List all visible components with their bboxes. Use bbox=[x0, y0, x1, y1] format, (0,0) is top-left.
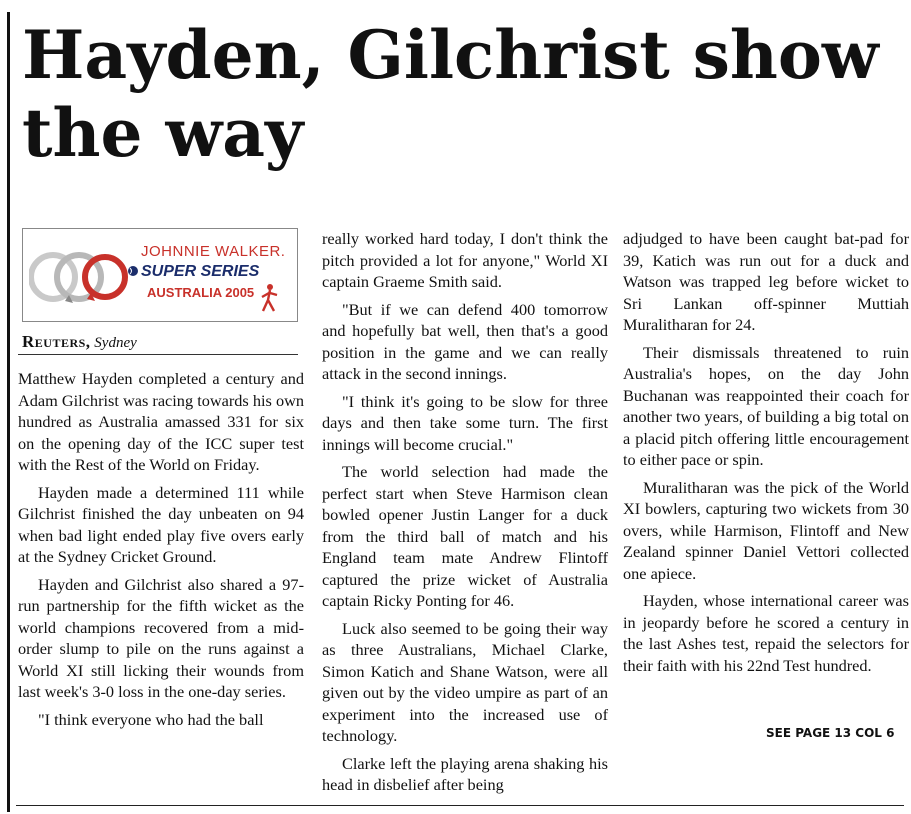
paragraph: Clarke left the playing arena shaking his head in disbelief after being bbox=[322, 753, 608, 794]
paragraph: "I think everyone who had the ball bbox=[38, 709, 264, 729]
cricket-stumps-logo-icon bbox=[29, 235, 129, 315]
paragraph: Hayden, whose international career was in jeopardy before he scored a century in the last Ashes test, repaid the selectors for their faith with his 22nd Test hundred. bbox=[623, 591, 909, 675]
byline-place: Sydney bbox=[94, 335, 137, 351]
byline-agency: Reuters, bbox=[22, 332, 91, 351]
ball-icon bbox=[127, 265, 139, 277]
column-2 bbox=[322, 228, 608, 802]
paragraph: Hayden made a determined 111 while Gilchrist finished the day unbeaten on 94 when bad light ended play five overs early at the Sydney Cricket Ground. bbox=[18, 482, 304, 566]
paragraph: "I think it's going to be slow for three days and then take some turn. The first innings will become crucial." bbox=[322, 391, 608, 454]
continuation-note: SEE PAGE 13 COL 6 bbox=[766, 726, 895, 740]
paragraph: Their dismissals threatened to ruin Australia's hopes, on the day John Buchanan was reappointed their coach for another two years, of building a big total on a placid pitch offering little encouragement to either pace or spin. bbox=[623, 342, 909, 469]
paragraph: really worked hard today, I don't think the pitch provided a lot for anyone," World XI captain Graeme Smith said. bbox=[322, 229, 608, 291]
column-1 bbox=[18, 368, 304, 736]
paragraph: Muralitharan was the pick of the World XI bowlers, capturing two wickets from 30 overs, while Harmison, Flintoff and New Zealand spinner Daniel Vettori collected one apiece. bbox=[623, 477, 909, 583]
column-3 bbox=[623, 228, 909, 682]
series-logo bbox=[22, 228, 298, 322]
paragraph: adjudged to have been caught bat-pad for 39, Katich was run out for a duck and Watson was trapped leg before wicket to Sri Lankan off-spinner Muttiah Muralitharan for 24. bbox=[623, 229, 909, 334]
byline-divider bbox=[18, 354, 298, 355]
logo-series-text: SUPER SERIES bbox=[141, 263, 260, 280]
logo-sponsor-text: JOHNNIE WALKER. bbox=[141, 243, 286, 260]
paragraph: The world selection had made the perfect start when Steve Harmison clean bowled opener Justin Langer for a duck from the third ball of match and his England team mate Andrew Flintoff captured the prize wicket of Australia captain Ricky Ponting for 46. bbox=[322, 462, 608, 610]
bottom-rule bbox=[16, 805, 904, 806]
paragraph: Matthew Hayden completed a century and Adam Gilchrist was racing towards his own hundred as Australia amassed 331 for six on the opening day of the ICC super test with the Rest of the World on Friday. bbox=[18, 369, 304, 474]
striding-man-icon bbox=[259, 283, 281, 313]
left-column-rule bbox=[7, 12, 10, 812]
paragraph: Luck also seemed to be going their way as three Australians, Michael Clarke, Simon Katich and Shane Watson, were all given out by the video umpire as part of an experiment into the increased use of technology. bbox=[322, 618, 608, 745]
byline bbox=[22, 332, 137, 352]
headline: Hayden, Gilchrist show the way bbox=[22, 16, 879, 172]
paragraph: Hayden and Gilchrist also shared a 97-run partnership for the fifth wicket as the world champions recovered from a mid-order slump to pile on the runs against a World XI still licking their wounds from last week's 3-0 loss in the one-day series. bbox=[18, 574, 304, 701]
paragraph: "But if we can defend 400 tomorrow and hopefully bat well, then that's a good position in the game and we can really attack in the second innings. bbox=[322, 299, 608, 383]
logo-location-text: AUSTRALIA 2005 bbox=[147, 285, 255, 300]
